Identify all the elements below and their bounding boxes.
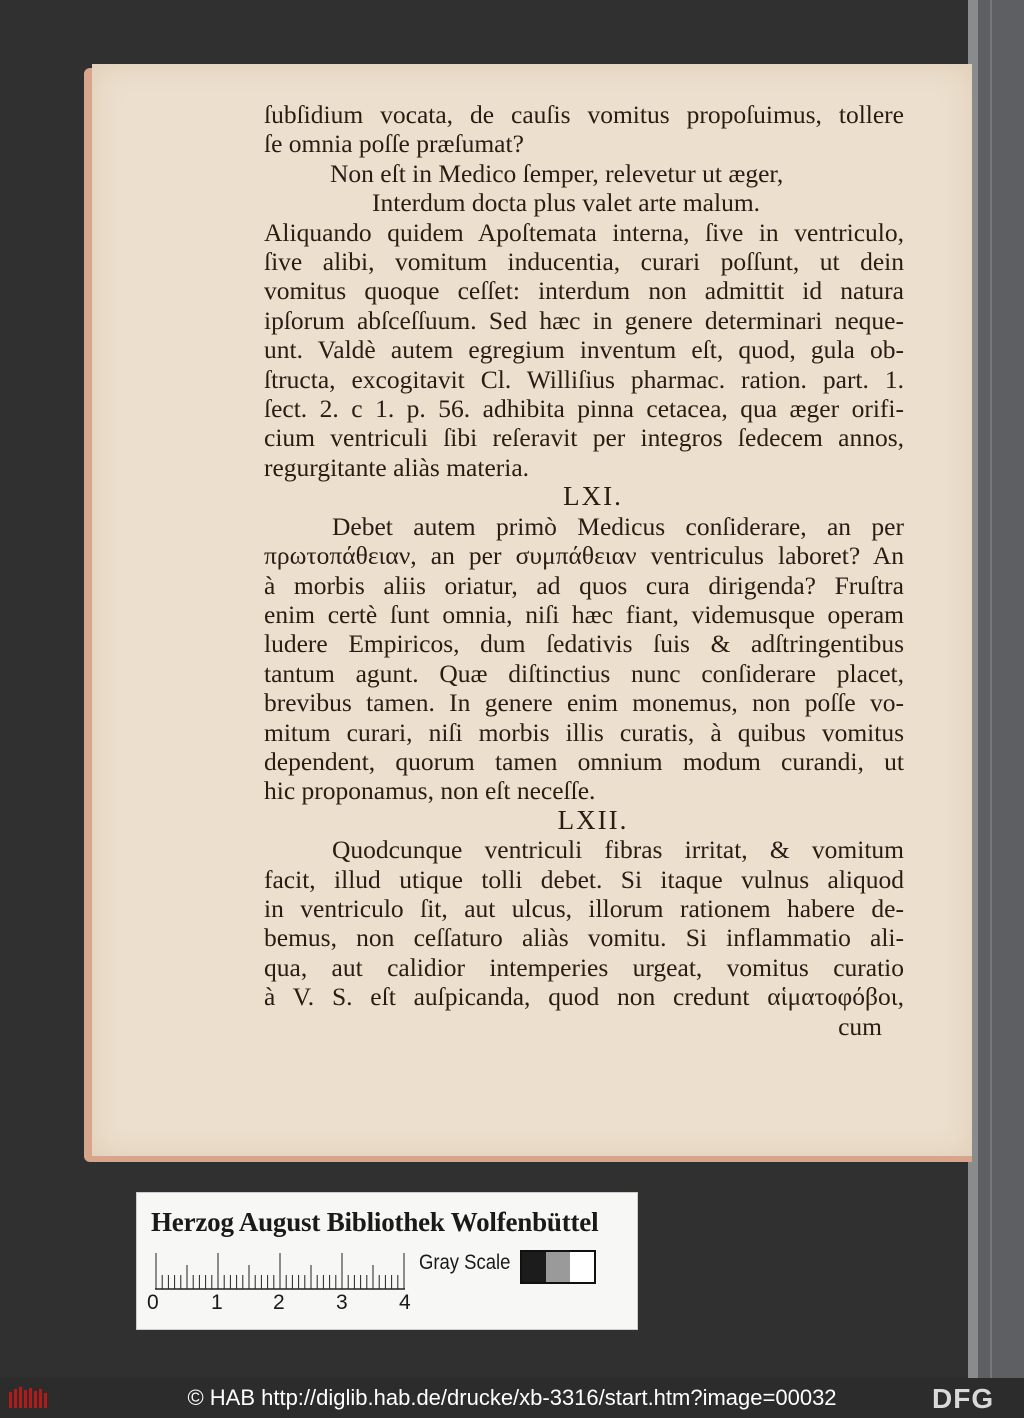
ruler-number: 2 <box>273 1291 285 1314</box>
text-line: Non eſt in Medico ſemper, relevetur ut æger, <box>330 158 784 188</box>
gray-swatch-white <box>570 1252 594 1282</box>
text-line: πρωτοπάθειαν, an per συμπάθειαν ventriculus laboret? An <box>264 541 904 571</box>
text-line: mitum curari, niſi morbis illis curatis, à quibus vomitus <box>264 717 904 747</box>
text-line: regurgitante aliàs materia. <box>264 452 530 482</box>
text-line: cium ventriculi ſibi reſeravit per integros ſedecem annos, <box>264 423 904 453</box>
section-heading: LXI. <box>563 481 623 512</box>
color-calibration-bar <box>136 1192 638 1330</box>
text-line: bemus, non ceſſaturo aliàs vomitu. Si inflammatio ali- <box>264 923 904 953</box>
text-line: Quodcunque ventriculi fibras irritat, & vomitum <box>332 835 904 865</box>
text-line: enim certè ſunt omnia, niſi hæc fiant, videmusque operam <box>264 599 904 629</box>
section-heading: LXII. <box>557 804 629 835</box>
text-line: dependent, quorum tamen omnium modum curandi, ut <box>264 746 904 776</box>
text-line: à morbis aliis oriatur, ad quos cura dirigenda? Fruſtra <box>264 570 904 600</box>
next-page-edge <box>968 0 1024 1378</box>
gray-swatch-mid <box>546 1252 570 1282</box>
page-edge-line <box>990 0 992 1378</box>
text-line: ſive alibi, vomitum inducentia, curari poſſunt, ut dein <box>264 247 904 277</box>
text-line: Aliquando quidem Apoſtemata interna, ſive in ventriculo, <box>264 217 904 247</box>
ruler-numbers <box>147 1291 417 1317</box>
text-line: vomitus quoque ceſſet: interdum non admittit id natura <box>264 276 904 306</box>
text-line: hic proponamus, non eſt neceſſe. <box>264 776 596 806</box>
ruler-number: 1 <box>211 1291 223 1314</box>
text-line: in ventriculo ſit, aut ulcus, illorum rationem habere de- <box>264 893 904 923</box>
text-line: ſtructa, excogitavit Cl. Williſius pharmac. ration. part. 1. <box>264 364 904 394</box>
text-line: unt. Valdè autem egregium inventum eſt, quod, gula ob- <box>264 335 904 365</box>
text-line: ſect. 2. c 1. p. 56. adhibita pinna cetacea, qua æger orifi- <box>264 394 904 424</box>
text-line: facit, illud utique tolli debet. Si itaque vulnus aliquod <box>264 864 904 894</box>
ruler-number: 3 <box>336 1291 348 1314</box>
footer-bar <box>0 1378 1024 1418</box>
ruler-number: 0 <box>147 1291 159 1314</box>
text-line: Debet autem primò Medicus conſiderare, an per <box>332 511 904 541</box>
gray-scale-swatches <box>520 1250 596 1284</box>
text-line: ſubſidium vocata, de cauſis vomitus propoſuimus, tollere <box>264 100 904 129</box>
page-text-block <box>264 100 904 1041</box>
text-line: tantum agunt. Quæ diſtinctius nunc conſiderare placet, <box>264 658 904 688</box>
library-name: Herzog August Bibliothek Wolfenbüttel <box>151 1207 599 1237</box>
text-line: ſe omnia poſſe præſumat? <box>264 129 524 159</box>
text-line: ipſorum abſceſſuum. Sed hæc in genere determinari neque- <box>264 305 904 335</box>
gray-scale-label: Gray Scale <box>419 1251 511 1274</box>
text-line: Interdum docta plus valet arte malum. <box>372 188 761 218</box>
text-line: à V. S. eſt auſpicanda, quod non credunt αἱματοφόβοι, <box>264 982 904 1012</box>
dfg-logo: DFG <box>932 1383 995 1414</box>
text-line: qua, aut calidior intemperies urgeat, vomitus curatio <box>264 952 904 982</box>
copyright-link[interactable]: © HAB http://diglib.hab.de/drucke/xb-3316/start.htm?image=00032 <box>187 1385 837 1410</box>
catchword: cum <box>838 1011 882 1041</box>
gray-swatch-dark <box>522 1252 546 1282</box>
text-line: ludere Empiricos, dum ſedativis ſuis & adſtringentibus <box>264 629 904 659</box>
ruler-number: 4 <box>399 1291 411 1314</box>
measurement-ruler <box>155 1251 405 1291</box>
text-line: brevibus tamen. In genere enim monemus, non poſſe vo- <box>264 688 904 718</box>
